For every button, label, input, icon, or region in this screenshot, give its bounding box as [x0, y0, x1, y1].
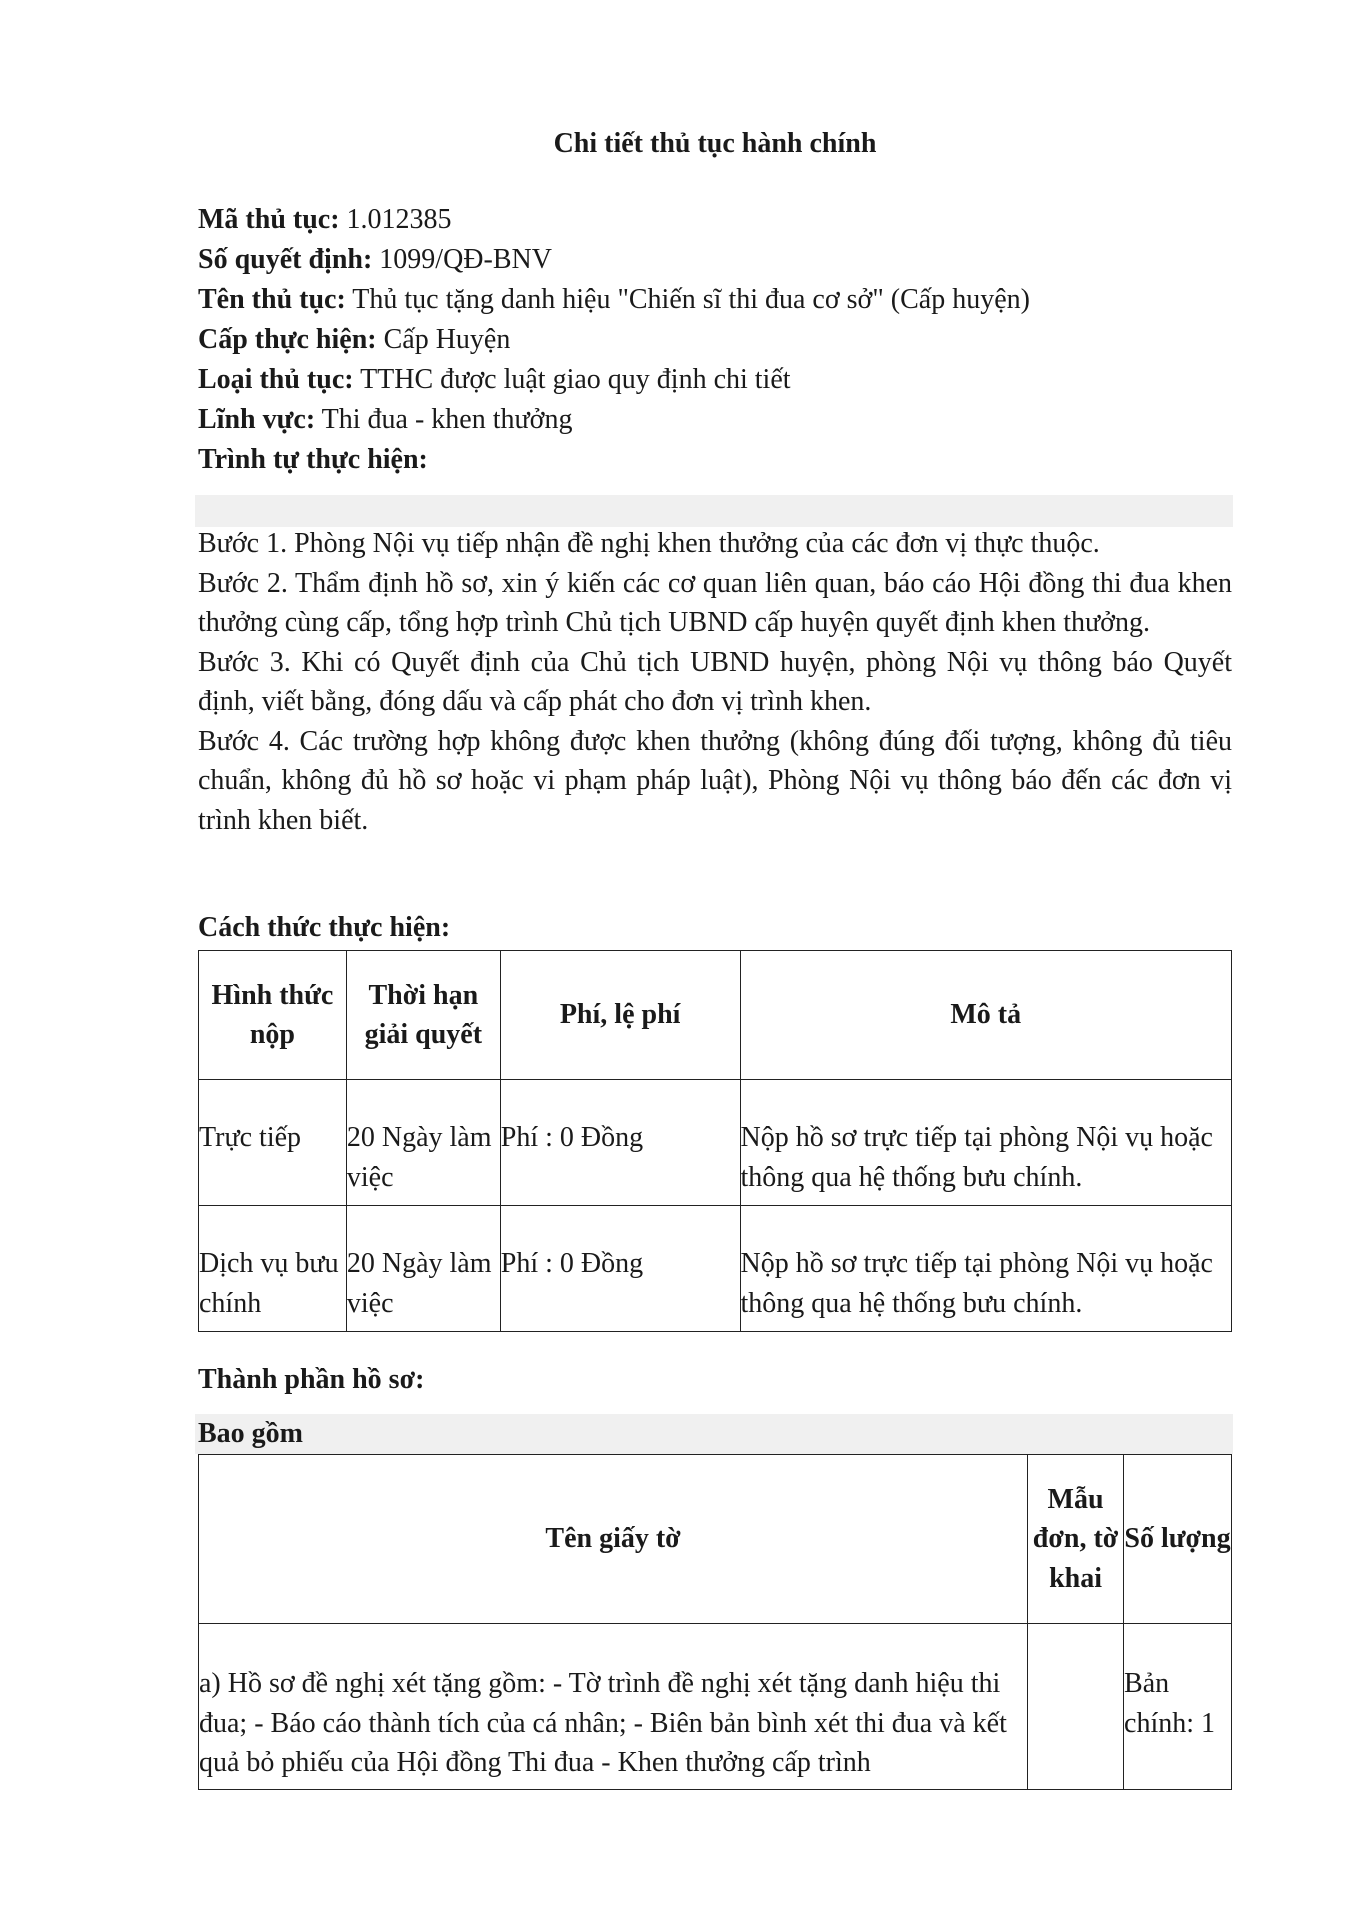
table-row — [199, 1624, 1232, 1790]
procedure-code-value: 1.012385 — [346, 204, 452, 235]
method-table — [198, 950, 1232, 1332]
table-cell: Phí : 0 Đồng — [500, 1080, 740, 1206]
table-cell: 20 Ngày làm việc — [346, 1206, 500, 1332]
documents-col-quantity: Số lượng — [1124, 1455, 1232, 1624]
table-cell: Dịch vụ bưu chính — [199, 1206, 347, 1332]
method-col-description: Mô tả — [740, 951, 1231, 1080]
table-row — [199, 1080, 1232, 1206]
table-cell: Bản chính: 1 — [1124, 1624, 1232, 1790]
field-value: Thi đua - khen thưởng — [321, 404, 573, 435]
documents-table — [198, 1454, 1232, 1790]
sequence-heading-row — [198, 440, 1228, 480]
table-cell: Nộp hồ sơ trực tiếp tại phòng Nội vụ hoặc thông qua hệ thống bưu chính. — [740, 1080, 1231, 1206]
method-col-fee: Phí, lệ phí — [500, 951, 740, 1080]
sequence-heading: Trình tự thực hiện: — [198, 444, 428, 475]
execution-level-label: Cấp thực hiện: — [198, 324, 377, 355]
procedure-name-value: Thủ tục tặng danh hiệu "Chiến sĩ thi đua cơ sở" (Cấp huyện) — [352, 284, 1030, 315]
execution-level-row — [198, 320, 1228, 360]
procedure-steps — [198, 524, 1232, 840]
table-cell — [1028, 1624, 1124, 1790]
table-cell: Nộp hồ sơ trực tiếp tại phòng Nội vụ hoặc thông qua hệ thống bưu chính. — [740, 1206, 1231, 1332]
group-shade — [195, 1414, 1233, 1454]
documents-heading: Thành phần hồ sơ: — [198, 1364, 425, 1395]
decision-number-value: 1099/QĐ-BNV — [379, 244, 552, 275]
field-label: Lĩnh vực: — [198, 404, 316, 435]
execution-level-value: Cấp Huyện — [383, 324, 511, 355]
step-1: Bước 1. Phòng Nội vụ tiếp nhận đề nghị khen thưởng của các đơn vị thực thuộc. — [198, 528, 1100, 559]
documents-table-header — [199, 1455, 1232, 1624]
procedure-metadata — [198, 200, 1228, 480]
step-3: Bước 3. Khi có Quyết định của Chủ tịch UBND huyện, phòng Nội vụ thông báo Quyết định, viết bằng, đóng dấu và cấp phát cho đơn vị trình khen. — [198, 646, 1232, 717]
procedure-name-row — [198, 280, 1228, 320]
procedure-type-label: Loại thủ tục: — [198, 364, 354, 395]
table-cell: Trực tiếp — [199, 1080, 347, 1206]
step-4: Bước 4. Các trường hợp không được khen thưởng (không đúng đối tượng, không đủ tiêu chuẩn, không đủ hồ sơ hoặc vi phạm pháp luật), Phòng Nội vụ thông báo đến các đơn vị trình khen biết. — [198, 725, 1232, 836]
table-cell: a) Hồ sơ đề nghị xét tặng gồm: - Tờ trình đề nghị xét tặng danh hiệu thi đua; - Báo cáo thành tích của cá nhân; - Biên bản bình xét thi đua và kết quả bỏ phiếu của Hội đồng Thi đua - Khen thưởng cấp trình — [199, 1624, 1028, 1790]
section-shade — [195, 495, 1233, 527]
table-cell: Phí : 0 Đồng — [500, 1206, 740, 1332]
step-2: Bước 2. Thẩm định hồ sơ, xin ý kiến các cơ quan liên quan, báo cáo Hội đồng thi đua khen thưởng cùng cấp, tổng hợp trình Chủ tịch UBND cấp huyện quyết định khen thưởng. — [198, 567, 1232, 638]
procedure-code-label: Mã thủ tục: — [198, 204, 340, 235]
procedure-type-value: TTHC được luật giao quy định chi tiết — [360, 364, 791, 395]
method-heading: Cách thức thực hiện: — [198, 912, 451, 943]
method-table-header — [199, 951, 1232, 1080]
table-row — [199, 1206, 1232, 1332]
decision-number-row — [198, 240, 1228, 280]
field-row — [198, 400, 1228, 440]
page-title: Chi tiết thủ tục hành chính — [553, 128, 877, 159]
procedure-name-label: Tên thủ tục: — [198, 284, 346, 315]
documents-col-name: Tên giấy tờ — [199, 1455, 1028, 1624]
procedure-type-row — [198, 360, 1228, 400]
decision-number-label: Số quyết định: — [198, 244, 373, 275]
method-col-submission: Hình thức nộp — [199, 951, 347, 1080]
documents-group-label: Bao gồm — [198, 1418, 303, 1449]
procedure-code-row — [198, 200, 1228, 240]
method-col-deadline: Thời hạn giải quyết — [346, 951, 500, 1080]
table-cell: 20 Ngày làm việc — [346, 1080, 500, 1206]
documents-col-form: Mẫu đơn, tờ khai — [1028, 1455, 1124, 1624]
